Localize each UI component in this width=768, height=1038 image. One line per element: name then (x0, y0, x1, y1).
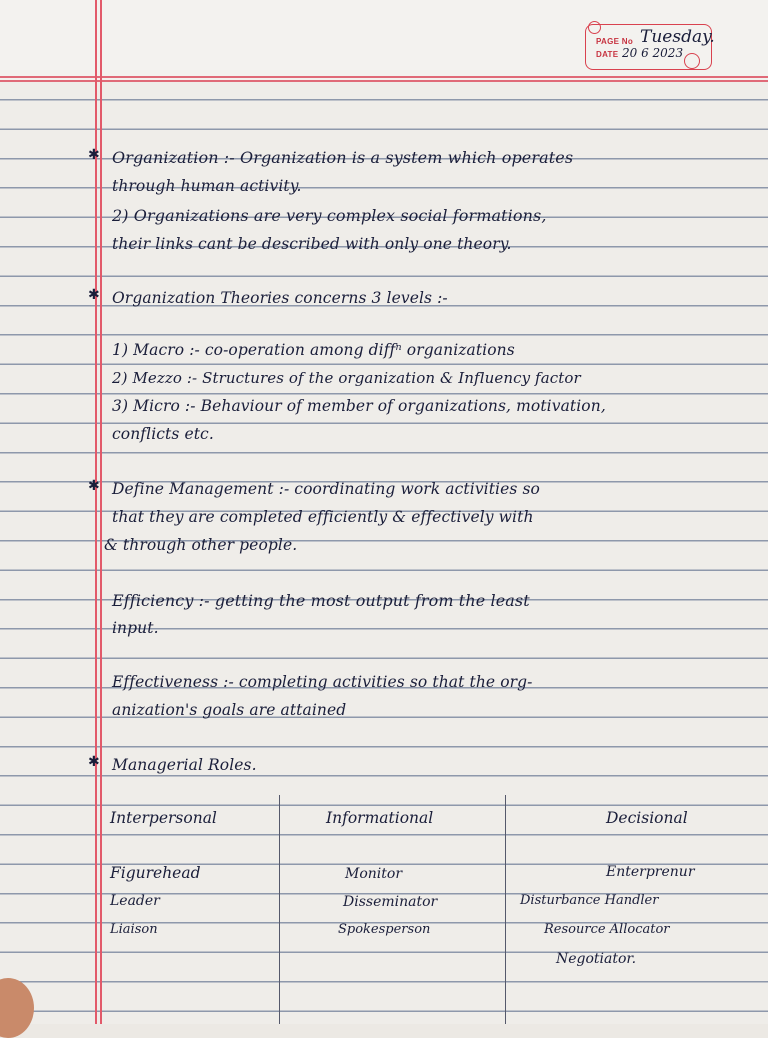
table-header-decisional: Decisional (606, 809, 688, 827)
table-header-interpersonal: Interpersonal (110, 809, 217, 827)
table-cell: Leader (110, 893, 160, 909)
table-cell: Liaison (110, 922, 158, 937)
stamp-corner-circle-icon (684, 53, 700, 69)
table-cell: Figurehead (110, 864, 201, 882)
table-cell: Disturbance Handler (520, 893, 659, 908)
note-line: through human activity. (112, 177, 302, 195)
date-label: DATE (596, 50, 619, 59)
note-line: that they are completed efficiently & effectively with (112, 508, 534, 526)
header-rule-red-2 (0, 80, 768, 82)
margin-line-right (100, 0, 102, 1024)
note-line: Organization Theories concerns 3 levels :- (112, 289, 448, 307)
note-line: 3) Micro :- Behaviour of member of organizations, motivation, (112, 397, 606, 415)
table-header-informational: Informational (326, 809, 434, 827)
note-line: conflicts etc. (112, 425, 214, 443)
page-date-stamp (585, 24, 715, 70)
page-number-label: PAGE No (596, 37, 634, 46)
note-line: & through other people. (104, 536, 298, 554)
bullet-star-icon: ✱ (88, 754, 100, 770)
note-line: Efficiency :- getting the most output from the least (112, 591, 530, 610)
table-cell: Resource Allocator (544, 922, 670, 937)
table-cell: Disseminator (343, 894, 438, 910)
note-line: 2) Organizations are very complex social formations, (112, 206, 547, 225)
date-value: 20 6 2023 (622, 46, 684, 60)
bullet-star-icon: ✱ (88, 287, 100, 303)
note-line: anization's goals are attained (112, 701, 347, 719)
table-cell: Spokesperson (338, 922, 431, 937)
note-line: input. (112, 619, 159, 637)
bullet-star-icon: ✱ (88, 478, 100, 494)
note-line: 1) Macro :- co-operation among diffⁿ organizations (112, 341, 515, 359)
header-rule-red (0, 76, 768, 78)
table-cell: Monitor (345, 866, 403, 882)
note-line: 2) Mezzo :- Structures of the organization & Influency factor (112, 369, 581, 387)
stamp-circle-icon (588, 21, 601, 34)
table-divider (279, 795, 280, 1024)
note-line: Effectiveness :- completing activities so that the org- (112, 673, 533, 691)
page-number-value: Tuesday. (640, 27, 715, 47)
note-line: Define Management :- coordinating work activities so (112, 480, 540, 498)
bullet-star-icon: ✱ (88, 147, 100, 163)
table-divider (505, 795, 506, 1024)
note-line: Organization :- Organization is a system which operates (112, 148, 574, 167)
thumb-shadow (0, 978, 34, 1038)
table-cell: Negotiator. (556, 951, 637, 967)
table-cell: Enterprenur (606, 864, 695, 880)
section-heading: Managerial Roles. (112, 756, 257, 774)
note-line: their links cant be described with only one theory. (112, 235, 512, 253)
